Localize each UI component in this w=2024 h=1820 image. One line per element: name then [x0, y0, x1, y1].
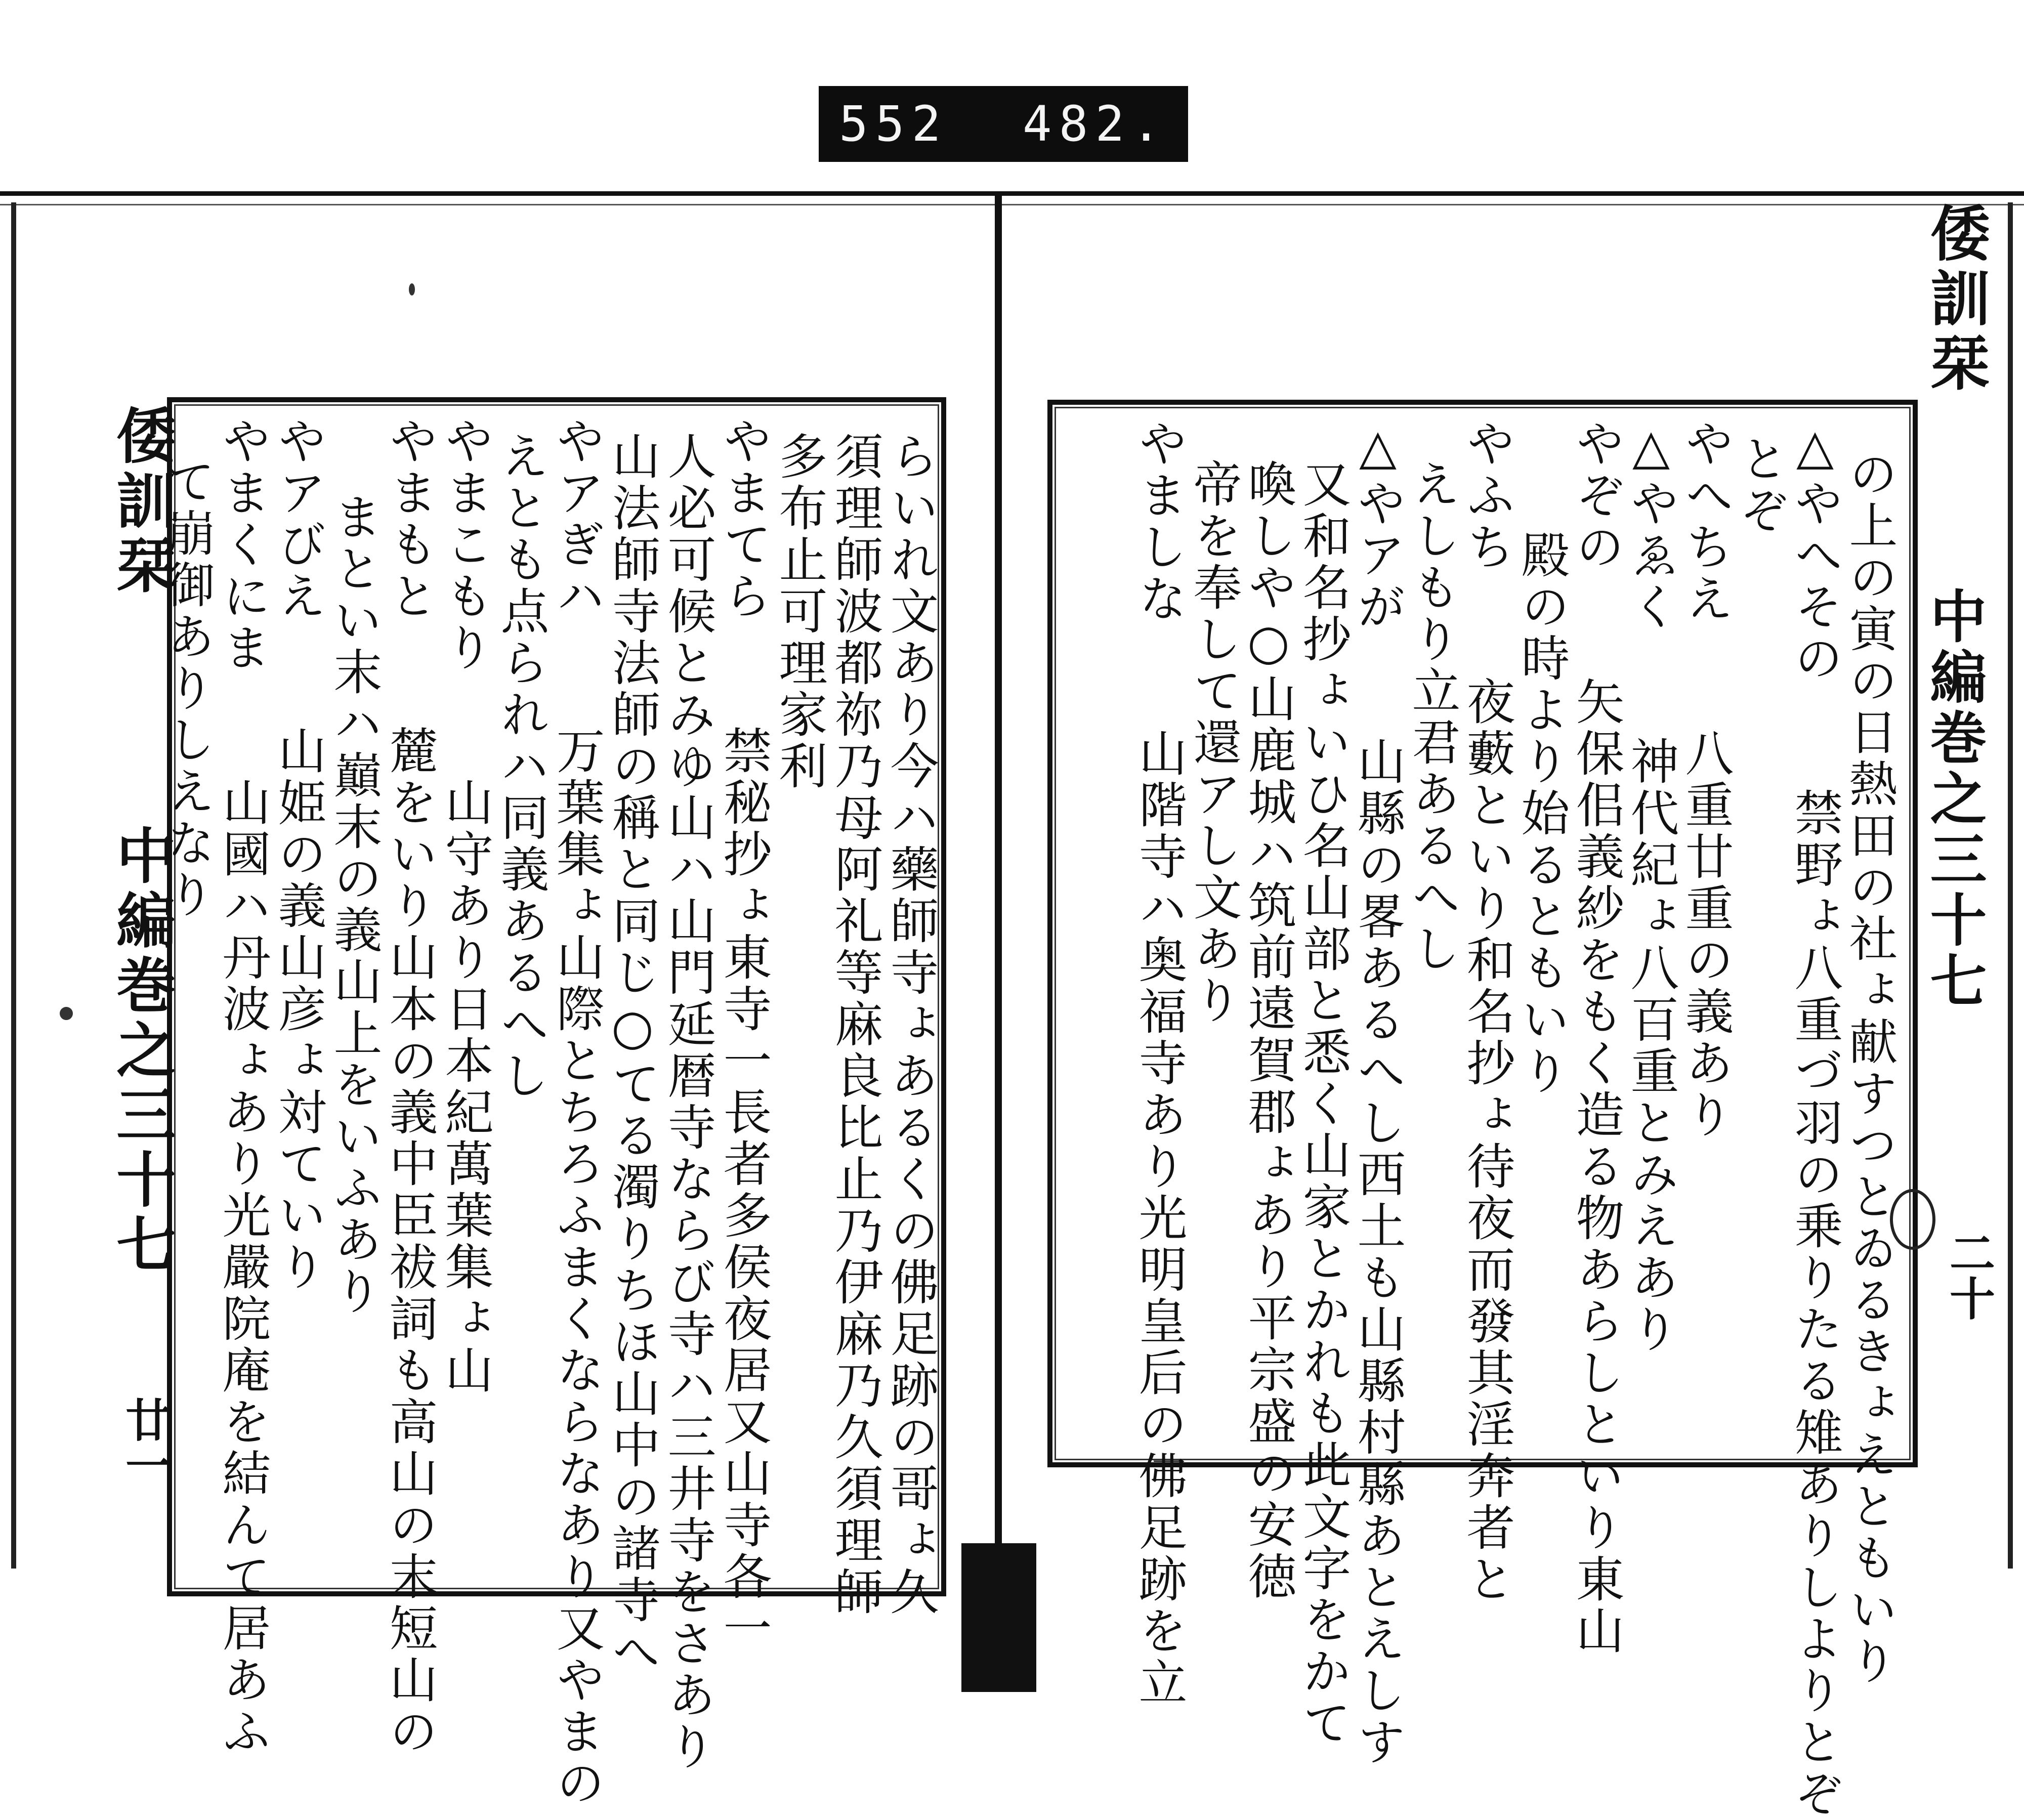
text-column-13: やまくにま 山國ハ丹波ょあり光嚴院庵を結んて居あふ — [215, 416, 271, 1758]
left-outer-edge — [11, 202, 16, 1569]
text-column-12: やアびえ 山姫の義山彦ょ対ていり — [270, 416, 327, 1293]
text-column-7: やアぎハ 万葉集ょ山際とちろふまくならなあり又やまの — [549, 416, 605, 1809]
archive-number-right: 482. — [1022, 96, 1168, 152]
folio-number: 二十 — [1942, 1230, 1995, 1321]
folio-number: 廿一 — [117, 1396, 171, 1488]
text-column-8: やふち 夜藪といり和名抄ょ待夜而發其淫奔者と — [1459, 418, 1515, 1605]
text-column-14: て崩御ありしえなり — [159, 456, 216, 921]
left-page — [101, 202, 961, 1809]
left-text-frame — [159, 397, 946, 1809]
book-gutter — [995, 191, 1002, 1598]
left-inner-rule — [159, 404, 939, 1809]
right-inner-rule — [1055, 407, 1911, 1820]
text-column-13: 帝を奉して還アし文あり — [1186, 459, 1242, 1027]
right-text-frame — [1047, 400, 1918, 1820]
text-column-2: 須理師波都祢乃母阿礼等麻良比止乃伊麻乃久須理師 — [827, 431, 883, 1618]
text-column-14: やましな 山階寺ハ奥福寺あり光明皇后の佛足跡を立 — [1131, 418, 1188, 1709]
archive-number-label — [819, 86, 1188, 162]
text-column-2: △やへその 禁野ょ八重づ羽の乗りたる雉ありしよりとぞ — [1787, 418, 1843, 1820]
text-column-3: とぞ — [1732, 434, 1789, 537]
text-column-10: やまもと 麓をいり山本の義中臣祓詞も高山の末短山の — [382, 416, 438, 1758]
left-text-columns — [159, 416, 939, 1809]
text-column-11: 又和名抄ょいひ名山部と悉く山家とかれも此文字をかて — [1295, 459, 1352, 1749]
hashira-volume: 中編巻之三十七 — [106, 825, 177, 1278]
text-column-11: まとい末ハ巔末の義山上をいふあり — [326, 492, 383, 1318]
ink-speck — [60, 1007, 73, 1020]
hashira-volume: 中編巻之三十七 — [1921, 587, 1987, 1012]
hashira-book-title: 倭訓栞 — [106, 405, 177, 599]
fish-tail-mark — [1890, 1189, 1935, 1250]
archive-number-left: 552 — [839, 96, 948, 152]
text-column-3: 多布止可理家利 — [771, 431, 828, 792]
text-column-5: △やゑく 神代紀ょ八百重とみえあり — [1623, 418, 1679, 1356]
text-column-8: えとも点られハ同義あるへし — [493, 431, 550, 1102]
text-column-4: やまてら 禁秘抄ょ東寺一長者多侯夜居又山寺各一 — [715, 416, 772, 1655]
hashira-book-title: 倭訓栞 — [1920, 202, 1991, 397]
text-column-9: やまこもり 山守あり日本紀萬葉集ょ山 — [437, 416, 494, 1396]
text-column-1: の上の寅の日熱田の社ょ献すつとゐるきょえともいり — [1841, 449, 1898, 1687]
text-column-6: 山法師寺法師の稱と同じ○てる濁りちほ山中の諸寺へ — [604, 431, 661, 1678]
text-column-12: 喚しや○山鹿城ハ筑前遠賀郡ょあり平宗盛の安徳 — [1240, 459, 1297, 1602]
text-column-7: 殿の時より始るともいり — [1513, 530, 1570, 1097]
text-column-10: △やアが 山縣の畧あるへし西土も山縣村縣あとえしす — [1350, 418, 1406, 1768]
text-column-4: やへちえ 八重廿重の義あり — [1677, 418, 1734, 1141]
gutter-binding-block — [961, 1543, 1036, 1692]
text-column-9: えしもり立君あるへし — [1404, 459, 1461, 975]
right-text-columns — [1066, 418, 1906, 1820]
right-hashira — [1920, 202, 1995, 1569]
right-page — [1032, 202, 2009, 1820]
text-column-1: らいれ文あり今ハ藥師寺ょあるくの佛足跡の哥ょ久 — [882, 431, 939, 1618]
text-column-5: 人必可候とみゆ山ハ山門延暦寺ならび寺ハ三井寺をさあり — [660, 431, 716, 1773]
text-column-6: やぞの 矢保佀義紗をもく造る物あらしといり東山 — [1568, 418, 1625, 1657]
